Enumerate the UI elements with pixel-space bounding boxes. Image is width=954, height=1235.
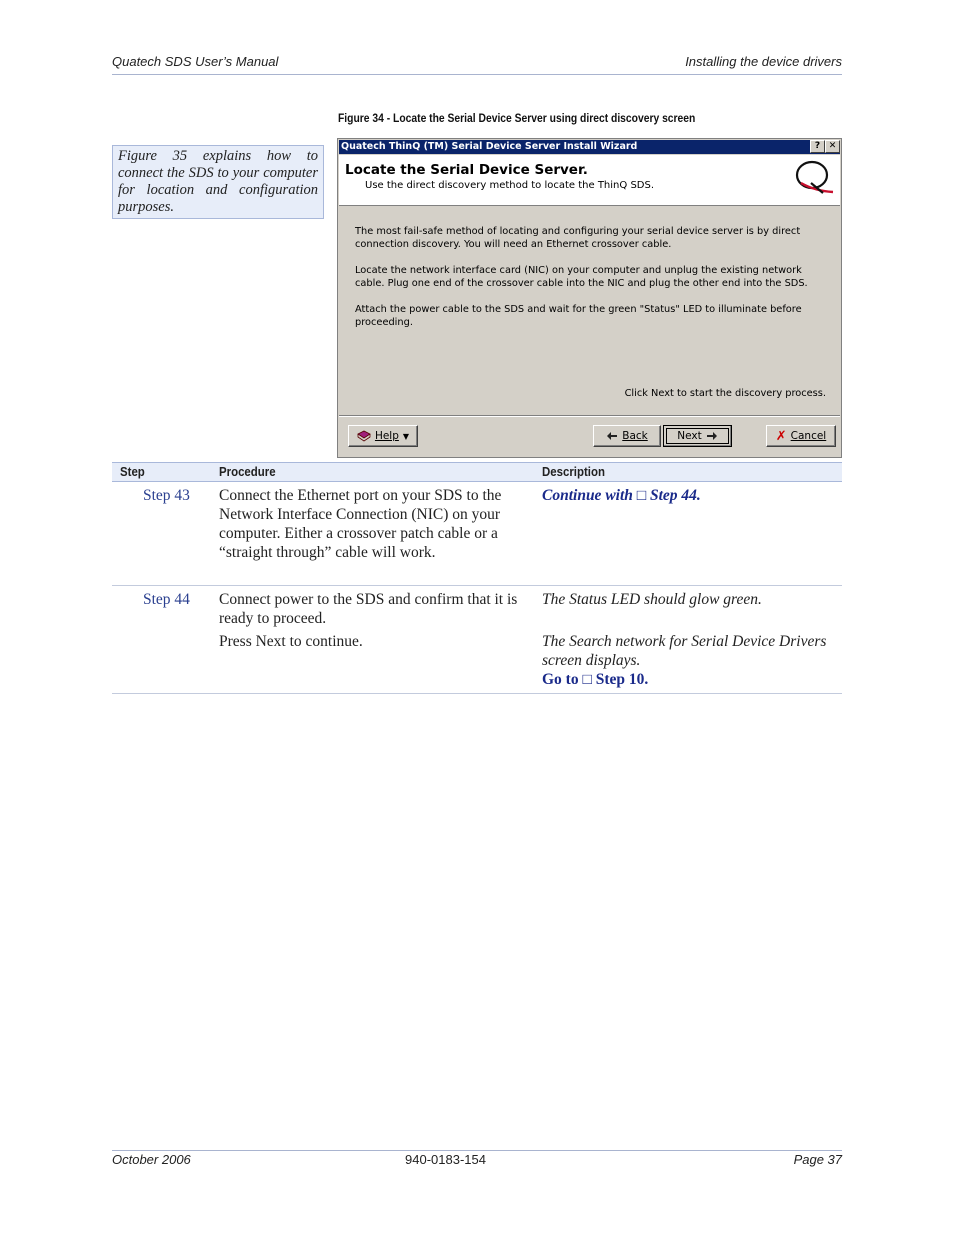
step-43-procedure: Connect the Ethernet port on your SDS to the Network Interface Connection (NIC) on your computer. Either a crossover patch cable or a “straight through” cable will work.: [219, 487, 502, 561]
dialog-hint: Click Next to start the discovery process.: [624, 388, 826, 399]
row-divider: [112, 585, 842, 586]
next-button-label: Next: [677, 430, 702, 442]
back-button[interactable]: [593, 425, 661, 447]
footer-date: October 2006: [112, 1152, 191, 1167]
step-44-description-2: The Search network for Serial Device Drivers screen displays.: [542, 633, 827, 669]
header-procedure: Procedure: [219, 464, 276, 479]
dialog-paragraph-1: The most fail-safe method of locating and configuring your serial device server is by direct connection discovery. You will need an Ethernet crossover cable.: [355, 226, 801, 250]
dialog-paragraph-3: Attach the power cable to the SDS and wait for the green "Status" LED to illuminate before proceeding.: [355, 304, 802, 328]
step-44-description-1: The Status LED should glow green.: [542, 591, 762, 608]
footer-rule: [112, 1150, 842, 1151]
back-button-label: Back: [622, 430, 648, 442]
cancel-button-label: Cancel: [790, 430, 827, 442]
title-help-button[interactable]: ?: [810, 140, 825, 153]
dialog-paragraph-2: Locate the network interface card (NIC) on your computer and unplug the existing network cable. Plug one end of the crossover cable into the NIC and plug the other end into the SDS.: [355, 265, 808, 289]
footer-doc-number: 940-0183-154: [405, 1152, 486, 1167]
book-icon: [357, 430, 371, 442]
running-header-right: Installing the device drivers: [685, 54, 842, 69]
step-44-procedure-1: Connect power to the SDS and confirm that it is ready to proceed.: [219, 591, 518, 627]
step-43-label: Step 43: [143, 487, 190, 504]
back-arrow-icon: [606, 431, 618, 441]
step-44-procedure-2: Press Next to continue.: [219, 633, 363, 650]
step-44-link[interactable]: Go to □ Step 10.: [542, 671, 649, 688]
dialog-title-bar[interactable]: Quatech ThinQ (TM) Serial Device Server Install Wizard: [339, 140, 840, 154]
step-44-label: Step 44: [143, 591, 190, 608]
install-wizard-dialog: [337, 138, 842, 458]
dialog-separator: [339, 415, 840, 417]
title-close-button[interactable]: ✕: [825, 140, 840, 153]
running-header-left: Quatech SDS User’s Manual: [112, 54, 279, 69]
cancel-button[interactable]: [766, 425, 836, 447]
dialog-subheading: Use the direct discovery method to locate the ThinQ SDS.: [365, 180, 655, 191]
header-rule: [112, 74, 842, 75]
footer-page-number: Page 37: [793, 1152, 842, 1167]
dialog-header-panel: [339, 155, 840, 206]
help-button-label: Help: [374, 430, 399, 442]
quatech-logo-icon: [793, 159, 835, 195]
cancel-x-icon: ✗: [775, 428, 787, 444]
dialog-heading: Locate the Serial Device Server.: [345, 162, 588, 178]
table-header: [112, 462, 842, 482]
dialog-body: [355, 225, 825, 342]
header-description: Description: [542, 464, 605, 479]
help-button[interactable]: [348, 425, 418, 447]
next-arrow-icon: [706, 431, 718, 441]
figure-caption: Figure 34 - Locate the Serial Device Server using direct discovery screen: [338, 111, 696, 125]
chevron-down-icon: ▼: [402, 431, 410, 441]
next-button[interactable]: [663, 425, 732, 447]
header-step: Step: [120, 464, 145, 479]
step-43-link[interactable]: Continue with □ Step 44.: [542, 487, 701, 504]
sidenote: Figure 35 explains how to connect the SDS to your computer for location and configuration purposes.: [112, 145, 324, 219]
row-divider: [112, 693, 842, 694]
